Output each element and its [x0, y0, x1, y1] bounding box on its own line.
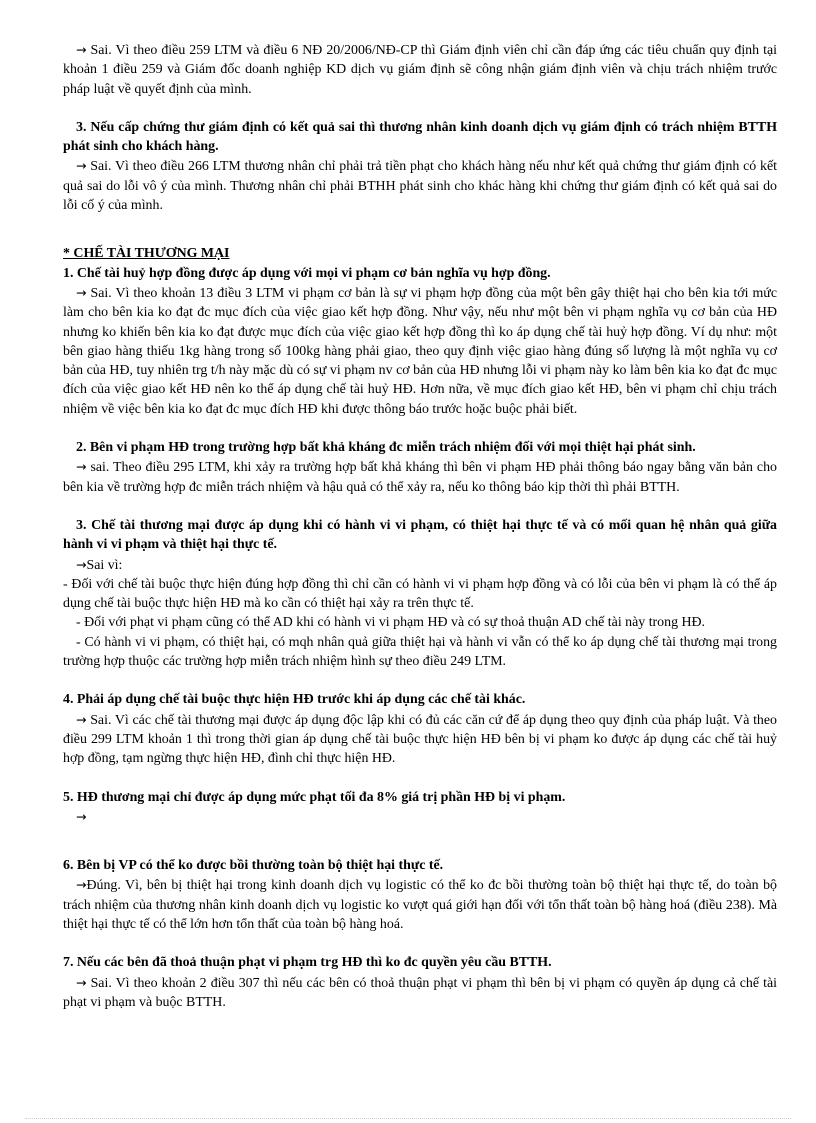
arrow-right-icon: →: [76, 877, 87, 893]
arrow-right-icon: →: [76, 556, 87, 572]
question-heading: 3. Nếu cấp chứng thư giám định có kết quả sai thì thương nhân kinh doanh dịch vụ giám định có trách nhiệm BTTH phát sinh cho khách hàng.: [63, 119, 777, 155]
answer-paragraph: → Sai. Vì theo điều 259 LTM và điều 6 NĐ 20/2006/NĐ-CP thì Giám định viên chỉ cần đáp ứng các tiêu chuẩn quy định tại khoản 1 điều 259 và Giám đốc doanh nghiệp KD dịch vụ giám định sẽ công nhận giám định viên và chịu trách nhiệm trước pháp luật về quyết định của mình.: [63, 42, 777, 97]
question-heading: 3. Chế tài thương mại được áp dụng khi có hành vi vi phạm, có thiệt hại thực tế và có mối quan hệ nhân quả giữa hành vi vi phạm và thiệt hại thực tế.: [63, 517, 777, 553]
question-heading: 7. Nếu các bên đã thoả thuận phạt vi phạm trg HĐ thì ko đc quyền yêu cầu BTTH.: [63, 955, 552, 971]
arrow-right-icon: →: [76, 711, 87, 727]
answer-paragraph: [63, 807, 777, 827]
question-heading: 4. Phải áp dụng chế tài buộc thực hiện HĐ trước khi áp dụng các chế tài khác.: [63, 692, 526, 708]
answer-bullet: - Đối với phạt vi phạm cũng có thể AD khi có hành vi vi phạm HĐ và có sự thoả thuận AD chế tài này trong HĐ.: [76, 615, 706, 631]
arrow-right-icon: →: [76, 158, 87, 174]
answer-paragraph: → Sai. Vì các chế tài thương mại được áp dụng độc lập khi có đủ các căn cứ để áp dụng theo quy định của pháp luật. Và theo điều 299 LTM khoản 1 thì trong thời gian áp dụng chế tài buộc thực hiện HĐ bên bị vi phạm ko được áp dụng các chế tài huỷ hợp đồng, tạm ngừng thực hiện HĐ, đình chỉ thực hiện HĐ.: [63, 711, 777, 767]
page-bottom-rule: [25, 1118, 791, 1119]
answer-bullet: - Đối với chế tài buộc thực hiện đúng hợp đồng thì chỉ cần có hành vi vi phạm hợp đồng và có lỗi của bên vi phạm là có thể áp dụng chế tài buộc thực hiện HĐ mà ko cần có thiệt hại xảy ra trên thực tế.: [63, 576, 777, 612]
answer-paragraph: → sai. Theo điều 295 LTM, khi xảy ra trường hợp bất khả kháng thì bên vi phạm HĐ phải thông báo ngay bằng văn bản cho bên kia về trường hợp đc miễn trách nhiệm và hậu quả có thể xảy ra, nếu ko thông báo kịp thời thì phải BTTH.: [63, 459, 777, 495]
arrow-right-icon: →: [76, 459, 87, 475]
answer-paragraph: → Sai. Vì theo điều 266 LTM thương nhân chỉ phải trả tiền phạt cho khách hàng nếu như kết quả chứng thư giám định có kết quả sai do lỗi vô ý của mình. Thương nhân chỉ phải BTHH phát sinh cho khác hàng khi chứng thư giám định có kết quả sai do lỗi cố ý của mình.: [63, 158, 777, 214]
question-heading: 5. HĐ thương mại chỉ được áp dụng mức phạt tối đa 8% giá trị phần HĐ bị vi phạm.: [63, 789, 566, 805]
answer-paragraph: →Sai vì:: [76, 556, 123, 573]
question-heading: 2. Bên vi phạm HĐ trong trường hợp bất khả kháng đc miễn trách nhiệm đối với mọi thiệt hại phát sinh.: [76, 440, 696, 456]
answer-bullet: - Có hành vi vi phạm, có thiệt hại, có mqh nhân quả giữa thiệt hại và hành vi vẫn có thể ko áp dụng chế tài thương mại trong trường hợp thuộc các trường hợp miễn trách nhiệm hình sự theo điều 249 LTM.: [63, 634, 777, 670]
answer-paragraph: → Sai. Vì theo khoản 2 điều 307 thì nếu các bên có thoả thuận phạt vi phạm thì bên bị vi phạm có quyền áp dụng cả chế tài phạt vi phạm và buộc BTTH.: [63, 974, 777, 1010]
section-title: * CHẾ TÀI THƯƠNG MẠI: [63, 246, 230, 262]
question-heading: 1. Chế tài huỷ hợp đồng được áp dụng với mọi vi phạm cơ bản nghĩa vụ hợp đồng.: [63, 265, 551, 281]
answer-paragraph: →Đúng. Vì, bên bị thiệt hại trong kinh doanh dịch vụ logistic có thể ko đc bồi thường toàn bộ thiệt hại thực tế, do toàn bộ trách nhiệm của thương nhân kinh doanh dịch vụ logistic ko vượt quá giới hạn đối với tổn thất toàn bộ hàng hoá (điều 238). Mà thiệt hại thực tế có thể lớn hơn tổn thất của toàn bộ hàng hoá.: [63, 877, 777, 932]
arrow-right-icon: →: [76, 974, 87, 990]
question-heading: 6. Bên bị VP có thể ko được bồi thường toàn bộ thiệt hại thực tế.: [63, 858, 444, 874]
answer-paragraph: → Sai. Vì theo khoản 13 điều 3 LTM vi phạm cơ bản là sự vi phạm hợp đồng của một bên gây thiệt hại cho bên kia tới mức làm cho bên kia ko đạt đc mục đích của việc giao kết hợp đồng. Như vậy, nếu như một bên vi phạm nghĩa vụ cơ bản của HĐ nhưng ko khiến bên kia ko đạt được mục đích của việc giao kết hợp đồng thì ko áp dụng chế tài huỷ hợp đồng. Ví dụ như: một bên giao hàng thiếu 1kg hàng trong số 100kg hàng phải giao, theo quy định việc giao hàng đúng số lượng là một nghĩa vụ cơ bản của HĐ, tuy nhiên trg t/h này mặc dù có sự vi phạm nv cơ bản của HĐ nhưng lỗi vi phạm này ko làm bên kia ko đạt đc mục đích của việc giao kết HĐ nên ko thể áp dụng chế tài huỷ HĐ. Hơn nữa, về mục đích giao kết HĐ, bên vi phạm chỉ chịu trách nhiệm về việc bên kia ko đạt đc mục đích HĐ khi được thông báo trước hoặc buộc phải biết.: [63, 284, 777, 417]
arrow-right-icon: →: [76, 284, 87, 300]
arrow-right-icon: →: [76, 42, 87, 57]
document-page: [63, 40, 777, 1012]
arrow-right-icon: →: [76, 808, 87, 824]
